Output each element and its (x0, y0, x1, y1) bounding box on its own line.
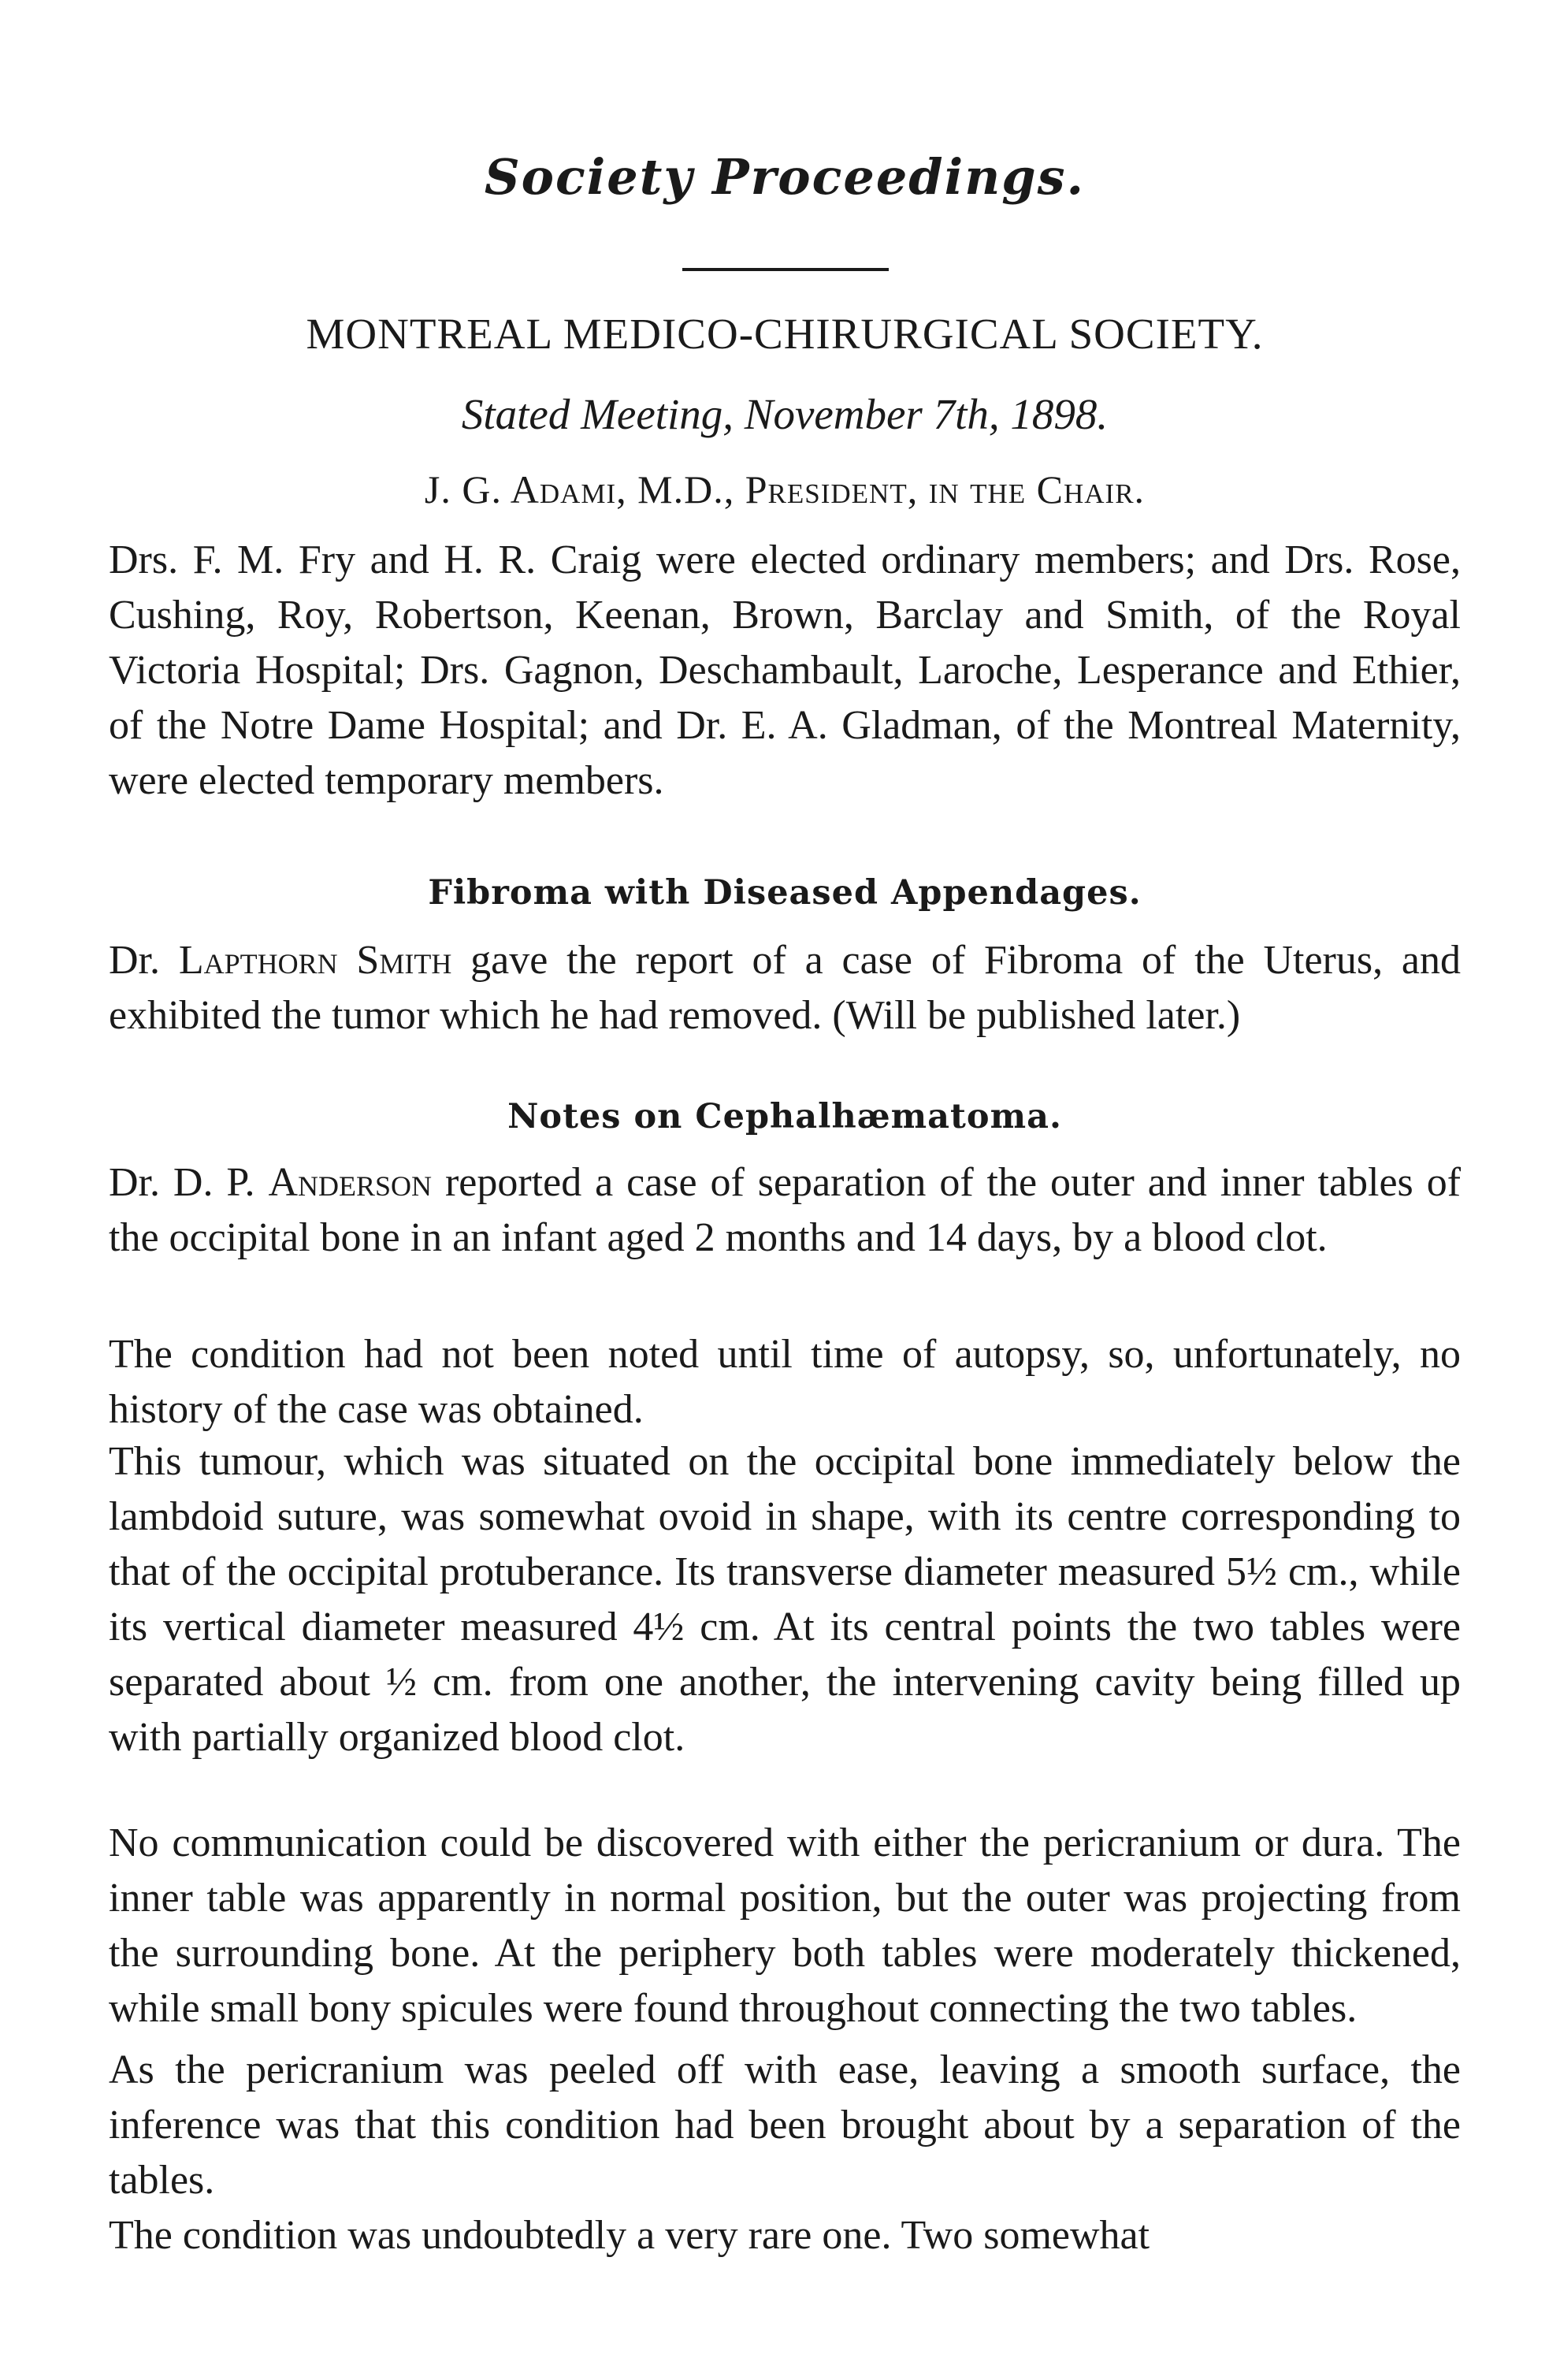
cephal-speaker-title: Dr. D. P. (109, 1160, 255, 1205)
journal-heading: Society Proceedings. (484, 148, 1086, 206)
cephal-paragraph-2: The condition had not been noted until time of autopsy, so, unfortunately, no history of the case was obtained. (109, 1332, 1461, 1432)
cephalhaematoma-heading: Notes on Cephalhæmatoma. (507, 1097, 1062, 1136)
cephal-speaker: Anderson (268, 1160, 433, 1205)
fibroma-paragraph (109, 933, 1461, 1043)
fibroma-speaker: Lapthorn Smith (178, 938, 452, 983)
fibroma-heading: Fibroma with Diseased Appendages. (428, 873, 1142, 913)
meeting-date: Stated Meeting, November 7th, 1898. (461, 390, 1109, 438)
cephal-text: reported a case of separation of the outer and inner tables of the occipital bone in an infant aged 2 months and 14 days, by a blood clot. (109, 1160, 1462, 1260)
chair-line: J. G. Adami, M.D., President, in the Chair. (424, 467, 1146, 511)
cephal-paragraph-5: As the pericranium was peeled off with ease, leaving a smooth surface, the inference was that this condition had been brought about by a separation of the tables. (109, 2047, 1461, 2203)
cephal-paragraph-4: No communication could be discovered with either the pericranium or dura. The inner table was apparently in normal position, but the outer was projecting from the surrounding bone. At the periphery both tables were moderately thickened, while small bony spicules were found throughout connecting the two tables. (109, 1820, 1461, 2031)
society-title: MONTREAL MEDICO-CHIRURGICAL SOCIETY. (306, 310, 1264, 358)
elections-paragraph: Drs. F. M. Fry and H. R. Craig were elected ordinary members; and Drs. Rose, Cushing, Roy, Robertson, Keenan, Brown, Barclay and Smith, of the Royal Victoria Hospital; Drs. Gagnon, Deschambault, Laroche, Lesperance and Ethier, of the Notre Dame Hospital; and Dr. E. A. Gladman, of the Montreal Maternity, were elected temporary members. (109, 537, 1461, 803)
heading-rule (682, 268, 889, 271)
cephal-paragraph-3: This tumour, which was situated on the occipital bone immediately below the lambdoid suture, was somewhat ovoid in shape, with its centre corresponding to that of the occipital protuberance. Its transverse diameter measured 5½ cm., while its vertical diameter measured 4½ cm. At its central points the two tables were separated about ½ cm. from one another, the intervening cavity being filled up with partially organized blood clot. (109, 1439, 1461, 1760)
cephal-paragraph-6: The condition was undoubtedly a very rare one. Two somewhat (109, 2213, 1150, 2258)
cephal-paragraph-1 (109, 1155, 1461, 1266)
page (109, 0, 1461, 2380)
fibroma-text: gave the report of a case of Fibroma of the Uterus, and exhibited the tumor which he had removed. (Will be published later.) (109, 938, 1462, 1038)
fibroma-speaker-title: Dr. (109, 938, 160, 983)
